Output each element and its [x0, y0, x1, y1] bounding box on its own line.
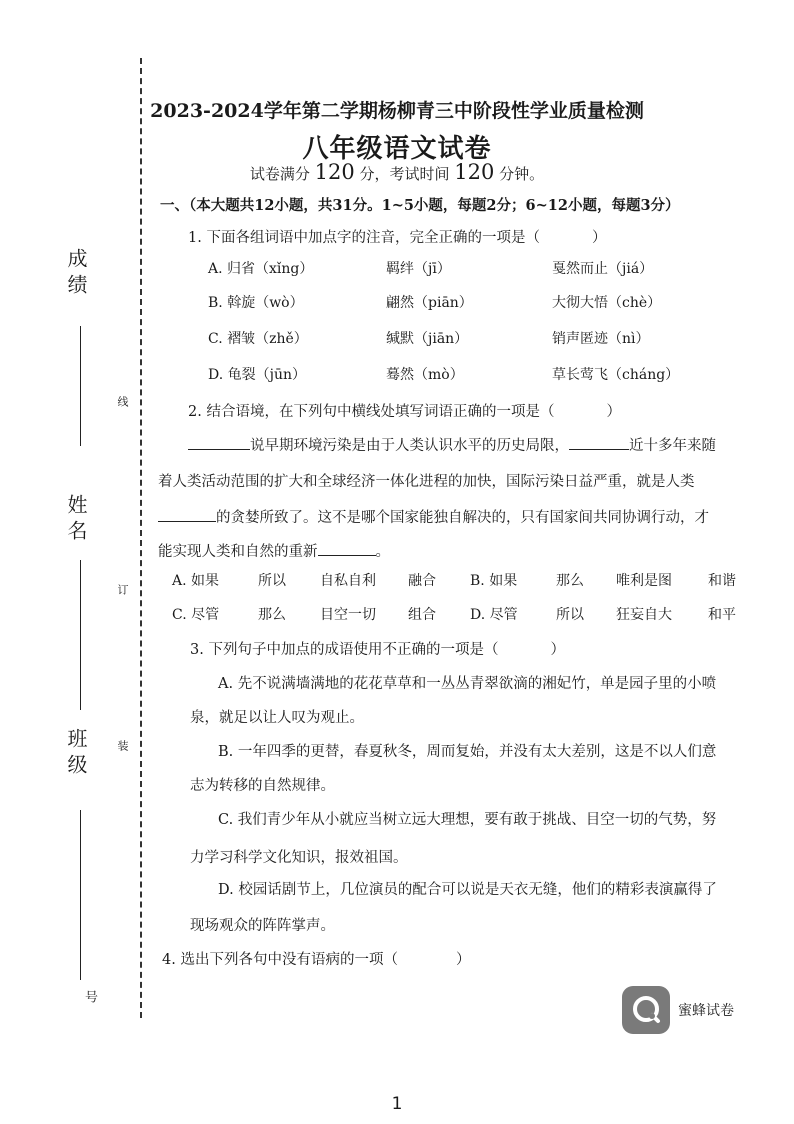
binding-mark-ding: 订	[116, 584, 129, 595]
q2-p1a: 说早期环境污染是由于人类认识水平的历史局限，	[250, 438, 569, 454]
q2-option-a-1: A. 如果	[172, 573, 220, 589]
subject-title: 八年级语文试卷	[302, 134, 492, 164]
exam-title: 2023-2024学年第二学期杨柳青三中阶段性学业质量检测	[150, 100, 644, 122]
q1-option-a-3: 戛然而止（jiá）	[552, 261, 654, 277]
q2-passage-line-1	[188, 434, 716, 455]
class-blank-line	[80, 810, 81, 980]
score-mid: 分，考试时间	[359, 165, 450, 183]
q2-option-a-4: 融合	[408, 573, 436, 589]
q2-option-b-3: 唯利是图	[616, 573, 672, 589]
name-blank-line	[80, 560, 81, 710]
q2-passage-line-3	[158, 506, 709, 527]
q1-option-c-1: C. 褶皱（zhě）	[208, 331, 308, 347]
q3-stem-text: 3. 下列句子中加点的成语使用不正确的一项是（	[190, 642, 499, 658]
q1-option-a-1: A. 归省（xǐng）	[208, 261, 314, 277]
page-number: 1	[391, 1094, 403, 1114]
q2-p3: 的贪婪所致了。这不是哪个国家能独自解决的，只有国家间共同协调行动，才	[216, 510, 709, 526]
q4-stem-close: ）	[455, 952, 471, 968]
q2-option-d-2: 所以	[556, 607, 584, 623]
q2-option-c-1: C. 尽管	[172, 607, 220, 623]
name-label: 姓名	[64, 494, 88, 546]
q2-option-a-2: 所以	[258, 573, 286, 589]
q4-stem-text: 4. 选出下列各句中没有语病的一项（	[162, 952, 398, 968]
q3-option-a-line-1: A. 先不说满墙满地的花花草草和一丛丛青翠欲滴的湘妃竹，单是园子里的小喷	[218, 676, 717, 692]
q3-option-c-line-2: 力学习科学文化知识，报效祖国。	[190, 850, 408, 866]
q3-stem	[190, 638, 565, 659]
q3-stem-close: ）	[550, 642, 565, 658]
q2-stem-text: 2. 结合语境，在下列句中横线处填写词语正确的一项是（	[188, 404, 555, 420]
q2-passage-line-2: 着人类活动范围的扩大和全球经济一体化进程的加快，国际污染日益严重，就是人类	[158, 474, 695, 490]
q2-option-b-1: B. 如果	[470, 573, 518, 589]
binding-mark-xian: 线	[116, 396, 129, 407]
q2-option-c-3: 目空一切	[320, 607, 376, 623]
q1-option-c-2: 缄默（jiān）	[386, 331, 469, 347]
fill-blank-4	[318, 555, 376, 556]
q1-option-b-3: 大彻大悟（chè）	[552, 295, 662, 311]
score-blank-line	[80, 326, 81, 446]
q3-option-c-line-1: C. 我们青少年从小就应当树立远大理想，要有敢于挑战、目空一切的气势，努	[218, 812, 717, 828]
fill-blank-2	[569, 449, 629, 450]
q1-option-d-1: D. 龟裂（jūn）	[208, 367, 306, 383]
q1-option-a-2: 羁绊（jī）	[386, 261, 451, 277]
q1-option-b-1: B. 斡旋（wò）	[208, 295, 304, 311]
q2-option-a-3: 自私自利	[320, 573, 376, 589]
score-label: 成绩	[64, 248, 88, 300]
q2-option-d-1: D. 尽管	[470, 607, 518, 623]
score-prefix: 试卷满分	[249, 165, 310, 183]
binding-dashed-line	[140, 58, 142, 1018]
q2-option-d-3: 狂妄自大	[616, 607, 672, 623]
q2-p1b: 近十多年来随	[629, 438, 716, 454]
time-suffix: 分钟。	[499, 165, 545, 183]
q2-option-c-2: 那么	[258, 607, 286, 623]
q3-option-b-line-1: B. 一年四季的更替，春夏秋冬，周而复始，并没有太大差别，这是不以人们意	[218, 744, 717, 760]
q2-option-d-4: 和平	[708, 607, 736, 623]
q1-stem	[188, 226, 606, 247]
exam-info	[0, 160, 794, 184]
bee-logo-icon	[622, 986, 670, 1034]
exam-time: 120	[454, 160, 495, 184]
q2-p4a: 能实现人类和自然的重新	[158, 544, 318, 560]
fill-blank-1	[188, 449, 250, 450]
q1-stem-text: 1. 下面各组词语中加点字的注音，完全正确的一项是（	[188, 230, 540, 246]
q3-option-b-line-2: 志为转移的自然规律。	[190, 778, 335, 794]
q2-option-b-4: 和谐	[708, 573, 736, 589]
q2-stem-close: ）	[606, 404, 621, 420]
q1-option-c-3: 销声匿迹（nì）	[552, 331, 650, 347]
q2-passage-line-4	[158, 540, 390, 561]
q3-option-d-line-2: 现场观众的阵阵掌声。	[190, 918, 335, 934]
q1-stem-close: ）	[591, 230, 607, 246]
q3-option-d-line-1: D. 校园话剧节上，几位演员的配合可以说是天衣无缝，他们的精彩表演赢得了	[218, 882, 717, 898]
q2-p4b: 。	[375, 544, 390, 560]
q3-option-a-line-2: 泉，就足以让人叹为观止。	[190, 710, 364, 726]
q1-option-d-2: 蓦然（mò）	[386, 367, 464, 383]
fill-blank-3	[158, 521, 216, 522]
q4-stem	[162, 948, 470, 969]
full-score: 120	[314, 160, 355, 184]
q2-option-b-2: 那么	[556, 573, 584, 589]
q2-option-c-4: 组合	[408, 607, 436, 623]
class-label: 班级	[64, 728, 88, 780]
q1-option-d-3: 草长莺飞（cháng）	[552, 367, 680, 383]
binding-mark-hao: 号	[82, 990, 97, 1003]
section-heading: 一、（本大题共12小题，共31分。1~5小题，每题2分；6~12小题，每题3分）	[160, 197, 680, 214]
q2-stem	[188, 400, 621, 421]
watermark-label: 蜜蜂试卷	[678, 1003, 734, 1019]
binding-mark-zhuang: 装	[116, 740, 129, 751]
q1-option-b-2: 翩然（piān）	[386, 295, 473, 311]
